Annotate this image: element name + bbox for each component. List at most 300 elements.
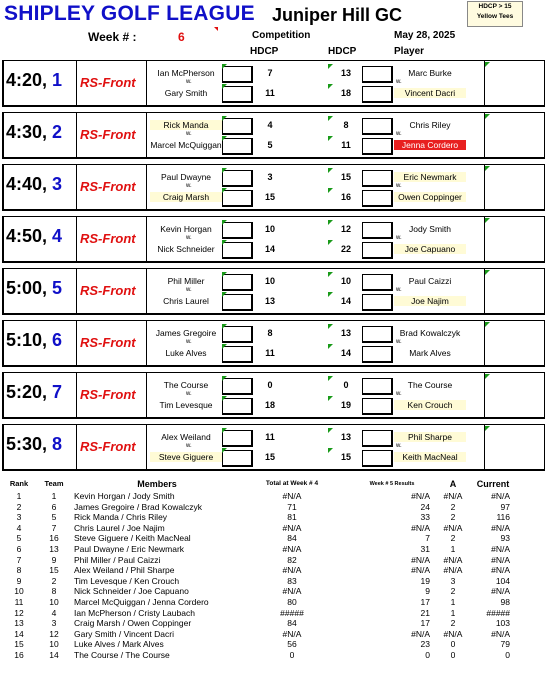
player-2[interactable]: Gary Smith [164,88,208,98]
hdcp-value: 0 [267,380,273,390]
hdcp-value: 14 [264,244,275,254]
total-cell: 84 [287,533,297,544]
results-cell: 17 [420,618,430,629]
versus-label: w. [396,391,402,397]
team-cell: 3 [51,618,57,629]
current-cell: 97 [500,501,510,512]
group-number: 2 [52,122,63,142]
rank-cell: 11 [14,596,24,607]
members-cell: Luke Alves / Mark Alves [74,639,164,650]
comment-marker-icon [328,84,333,89]
current-cell: 98 [500,596,510,607]
hdcp-value: 3 [267,172,273,182]
versus-label: w. [186,391,192,397]
current-cell: 103 [495,618,510,629]
current-cell: #N/A [491,491,510,501]
comment-marker-icon [222,428,227,433]
hdcp-note-line2: Yellow Tees [476,13,514,20]
tee-time: 4:40, 3 [6,174,63,194]
match-block [2,164,545,211]
divider [484,269,485,313]
results-cell: 23 [420,639,430,650]
player-4[interactable]: Keith MacNeal [394,452,466,462]
hdcp-value: 18 [264,400,275,410]
player-3[interactable]: Paul Caizzi [408,276,452,286]
divider [484,113,485,157]
table-row [2,586,522,597]
score-input[interactable] [362,398,393,415]
rank-cell: 14 [14,628,24,639]
hdcp-value: 13 [340,328,351,338]
table-row [2,650,522,661]
comment-marker-icon [222,64,227,69]
team-cell: 7 [51,522,57,533]
divider [146,321,147,365]
player-2[interactable]: Craig Marsh [150,192,222,202]
player-2[interactable]: Tim Levesque [159,400,213,410]
total-cell: 80 [287,596,297,607]
results-cell: #N/A [411,565,430,576]
league-title: SHIPLEY GOLF LEAGUE [4,2,255,25]
group-number: 7 [52,382,63,402]
divider [146,165,147,209]
hdcp-value: 16 [340,192,351,202]
versus-label: w. [396,287,402,293]
player-3[interactable]: Jody Smith [408,224,452,234]
hdcp-value: 8 [267,328,273,338]
versus-label: w. [186,287,192,293]
score-input[interactable] [362,242,393,259]
current-cell: 79 [500,639,510,650]
score-input[interactable] [362,66,393,83]
versus-label: w. [396,131,402,137]
total-cell: 81 [287,512,297,523]
rank-cell: 16 [14,649,24,660]
hdcp-value: 0 [343,380,349,390]
table-row [2,502,522,513]
hdcp-value: 19 [340,400,351,410]
comment-marker-icon [222,324,227,329]
player-3[interactable]: Phil Sharpe [394,432,466,442]
hdcp-value: 14 [340,348,351,358]
comment-marker-icon [485,374,490,379]
comment-marker-icon [328,376,333,381]
total-cell: #N/A [282,543,302,554]
team-cell: 1 [51,491,57,501]
match-block [2,112,545,159]
versus-label: w. [186,183,192,189]
hdcp-value: 11 [265,432,275,442]
members-cell: Marcel McQuiggan / Jenna Cordero [74,596,209,607]
hdcp-header-right: HDCP [328,46,357,57]
group-number: 3 [52,174,63,194]
standings-header-row [2,478,522,491]
rank-cell: 2 [16,501,22,512]
divider [76,269,77,313]
current-header: Current [476,479,510,490]
comment-marker-icon [222,448,227,453]
hdcp-value: 15 [264,192,275,202]
score-input[interactable] [362,170,393,187]
current-cell: #N/A [491,586,510,597]
rank-cell: 5 [16,533,22,544]
current-cell: 116 [496,512,510,523]
members-cell: Phil Miller / Paul Caizzi [74,554,161,565]
comment-marker-icon [485,218,490,223]
player-3[interactable]: The Course [407,380,453,390]
match-block [2,216,545,263]
comment-marker-icon [222,168,227,173]
comment-marker-icon [214,27,218,31]
divider [484,61,485,105]
player-4[interactable]: Vincent Dacri [394,88,466,98]
player-3[interactable]: Chris Riley [409,120,451,130]
a-cell: #N/A [443,522,463,533]
team-header: Team [44,479,64,489]
player-4[interactable]: Ken Crouch [394,400,466,410]
player-3[interactable]: Brad Kowalczyk [399,328,461,338]
members-cell: The Course / The Course [74,649,170,660]
rank-cell: 7 [16,554,22,565]
score-input[interactable] [362,450,393,467]
tee-time: 5:30, 8 [6,434,63,454]
hdcp-value: 15 [340,452,351,462]
total-cell: #N/A [282,491,302,501]
match-block [2,268,545,315]
player-1[interactable]: The Course [163,380,209,390]
tee-type: RS-Front [80,179,136,194]
hdcp-value: 5 [267,140,273,150]
table-row [2,629,522,640]
total-cell: 82 [287,554,297,565]
hdcp-note-line1: HDCP > 15 [478,3,512,10]
rank-cell: 3 [16,512,22,523]
total-cell: ##### [280,607,304,618]
rank-cell: 9 [16,575,22,586]
comment-marker-icon [222,188,227,193]
comment-marker-icon [222,136,227,141]
divider [76,217,77,261]
table-row [2,512,522,523]
a-cell: 2 [450,512,456,523]
tee-time: 5:00, 5 [6,278,63,298]
comment-marker-icon [222,344,227,349]
player-3[interactable]: Marc Burke [408,68,452,78]
team-cell: 16 [49,533,59,544]
team-cell: 14 [49,649,59,660]
divider [76,321,77,365]
a-cell: #N/A [443,491,463,501]
a-cell: 3 [450,575,456,586]
hdcp-value: 10 [340,276,351,286]
a-cell: #N/A [443,565,463,576]
tee-type: RS-Front [80,387,136,402]
hdcp-value: 4 [267,120,273,130]
hdcp-value: 11 [265,348,275,358]
standings-table [2,478,522,661]
hdcp-value: 8 [343,120,349,130]
competition-label: Competition [252,30,311,41]
table-row [2,576,522,587]
comment-marker-icon [222,84,227,89]
score-input[interactable] [362,222,393,239]
divider [76,165,77,209]
current-cell: #N/A [491,628,510,639]
comment-marker-icon [222,116,227,121]
player-1[interactable]: Phil Miller [167,276,205,286]
current-cell: 0 [505,649,510,660]
divider [484,321,485,365]
team-cell: 15 [49,565,59,576]
total-cell: 71 [287,501,297,512]
comment-marker-icon [485,62,490,67]
divider [146,113,147,157]
comment-marker-icon [328,220,333,225]
week-label: Week # : [88,30,137,44]
player-1[interactable]: Kevin Horgan [160,224,212,234]
score-input[interactable] [362,294,393,311]
team-cell: 2 [51,575,57,586]
results-cell: 33 [420,512,430,523]
score-input[interactable] [362,326,393,343]
versus-label: w. [396,79,402,85]
versus-label: w. [186,131,192,137]
table-row [2,523,522,534]
results-cell: 19 [420,575,430,586]
date-label: May 28, 2025 [394,30,456,41]
hdcp-value: 22 [340,244,351,254]
table-row [2,618,522,629]
comment-marker-icon [328,448,333,453]
versus-label: w. [186,235,192,241]
divider [146,269,147,313]
player-4[interactable]: Owen Coppinger [394,192,466,202]
hdcp-value: 10 [264,224,275,234]
group-number: 1 [52,70,63,90]
team-cell: 6 [51,501,57,512]
score-input[interactable] [362,346,393,363]
team-cell: 9 [51,554,57,565]
score-input[interactable] [362,190,393,207]
group-number: 5 [52,278,63,298]
versus-label: w. [396,339,402,345]
comment-marker-icon [328,292,333,297]
score-input[interactable] [362,430,393,447]
divider [484,165,485,209]
player-1[interactable]: James Gregoire [155,328,217,338]
player-1[interactable]: Alex Weiland [161,432,211,442]
tee-type: RS-Front [80,231,136,246]
comment-marker-icon [222,292,227,297]
total-cell: #N/A [282,522,302,533]
a-cell: 0 [450,639,456,650]
divider [146,373,147,417]
comment-marker-icon [485,270,490,275]
match-block [2,424,545,471]
player-4[interactable]: Jenna Cordero [394,140,466,150]
current-cell: #N/A [491,543,510,554]
player-1[interactable]: Rick Manda [150,120,222,130]
members-cell: Nick Schneider / Joe Capuano [74,586,189,597]
comment-marker-icon [222,220,227,225]
team-cell: 4 [51,607,57,618]
tee-type: RS-Front [80,283,136,298]
a-cell: #N/A [443,554,463,565]
a-cell: 2 [450,501,456,512]
table-row [2,565,522,576]
current-cell: #N/A [491,554,510,565]
results-cell: #N/A [411,491,430,501]
table-row [2,597,522,608]
rank-cell: 8 [16,565,22,576]
rank-cell: 6 [16,543,22,554]
score-input[interactable] [362,86,393,103]
a-cell: 2 [450,533,456,544]
members-cell: Craig Marsh / Owen Coppinger [74,618,192,629]
versus-label: w. [396,443,402,449]
results-cell: #N/A [411,554,430,565]
total-cell: #N/A [282,586,302,597]
a-cell: 2 [450,586,456,597]
versus-label: w. [186,79,192,85]
rank-cell: 4 [16,522,22,533]
members-cell: Ian McPherson / Cristy Laubach [74,607,195,618]
hdcp-value: 14 [340,296,351,306]
members-cell: Rick Manda / Chris Riley [74,512,168,523]
match-block [2,320,545,367]
a-cell: 1 [450,543,456,554]
members-cell: Gary Smith / Vincent Dacri [74,628,174,639]
player-2[interactable]: Chris Laurel [163,296,209,306]
total-cell: 0 [289,649,295,660]
current-cell: 93 [500,533,510,544]
course-name: Juniper Hill GC [272,5,403,25]
hdcp-value: 18 [340,88,351,98]
total-cell: 83 [287,575,297,586]
comment-marker-icon [485,426,490,431]
tee-type: RS-Front [80,127,136,142]
a-cell: 1 [450,596,456,607]
current-cell: 104 [495,575,510,586]
divider [76,113,77,157]
score-input[interactable] [362,118,393,135]
group-number: 6 [52,330,63,350]
current-cell: #N/A [491,565,510,576]
group-number: 4 [52,226,63,246]
match-block [2,372,545,419]
results-cell: 21 [420,607,430,618]
divider [146,425,147,469]
tee-time: 5:20, 7 [6,382,63,402]
hdcp-value: 13 [340,68,351,78]
team-cell: 8 [51,586,57,597]
members-cell: Tim Levesque / Ken Crouch [74,575,180,586]
comment-marker-icon [222,396,227,401]
table-row [2,555,522,566]
table-row [2,533,522,544]
versus-label: w. [186,339,192,345]
members-cell: Alex Weiland / Phil Sharpe [74,565,175,576]
comment-marker-icon [328,116,333,121]
members-cell: Steve Giguere / Keith MacNeal [74,533,191,544]
team-cell: 10 [49,596,59,607]
group-number: 8 [52,434,63,454]
week-number[interactable]: 6 [178,30,185,44]
total-header: Total at Week # 4 [265,480,319,488]
results-cell: 17 [420,596,430,607]
results-cell: 0 [425,649,430,660]
score-input[interactable] [362,138,393,155]
tee-time: 5:10, 6 [6,330,63,350]
player-1[interactable]: Paul Dwayne [160,172,212,182]
results-cell: 31 [420,543,430,554]
comment-marker-icon [328,272,333,277]
hdcp-value: 13 [340,432,351,442]
hdcp-value: 12 [340,224,351,234]
versus-label: w. [186,443,192,449]
comment-marker-icon [328,168,333,173]
rank-cell: 1 [16,491,22,501]
player-1[interactable]: Ian McPherson [157,68,215,78]
comment-marker-icon [328,428,333,433]
hdcp-note [467,1,523,27]
results-cell: 24 [420,501,430,512]
player-2[interactable]: Steve Giguere [150,452,222,462]
members-header: Members [137,479,177,490]
hdcp-value: 7 [267,68,273,78]
score-input[interactable] [362,274,393,291]
comment-marker-icon [222,272,227,277]
divider [484,425,485,469]
score-input[interactable] [362,378,393,395]
team-cell: 10 [49,639,59,650]
results-cell: 9 [425,586,430,597]
player-3[interactable]: Eric Newmark [394,172,466,182]
comment-marker-icon [328,136,333,141]
comment-marker-icon [328,64,333,69]
player-2[interactable]: Marcel McQuiggan [150,140,222,150]
a-cell: #N/A [443,628,463,639]
comment-marker-icon [328,396,333,401]
a-cell: 2 [450,618,456,629]
divider [484,217,485,261]
table-row [2,608,522,619]
rank-cell: 10 [14,586,24,597]
comment-marker-icon [485,166,490,171]
current-cell: ##### [486,607,510,618]
total-cell: 84 [287,618,297,629]
tee-time: 4:30, 2 [6,122,63,142]
team-cell: 13 [49,543,59,554]
results-cell: #N/A [411,628,430,639]
player-2[interactable]: Luke Alves [165,348,207,358]
hdcp-header-left: HDCP [250,46,279,57]
tee-time: 4:50, 4 [6,226,63,246]
tee-type: RS-Front [80,335,136,350]
comment-marker-icon [328,240,333,245]
members-cell: James Gregoire / Brad Kowalczyk [74,501,203,512]
player-4[interactable]: Mark Alves [409,348,451,358]
a-header: A [449,479,457,490]
current-cell: #N/A [491,522,510,533]
tee-type: RS-Front [80,439,136,454]
versus-label: w. [396,183,402,189]
hdcp-value: 15 [264,452,275,462]
comment-marker-icon [328,188,333,193]
player-2[interactable]: Nick Schneider [157,244,215,254]
player-4[interactable]: Joe Najim [394,296,466,306]
player-4[interactable]: Joe Capuano [394,244,466,254]
